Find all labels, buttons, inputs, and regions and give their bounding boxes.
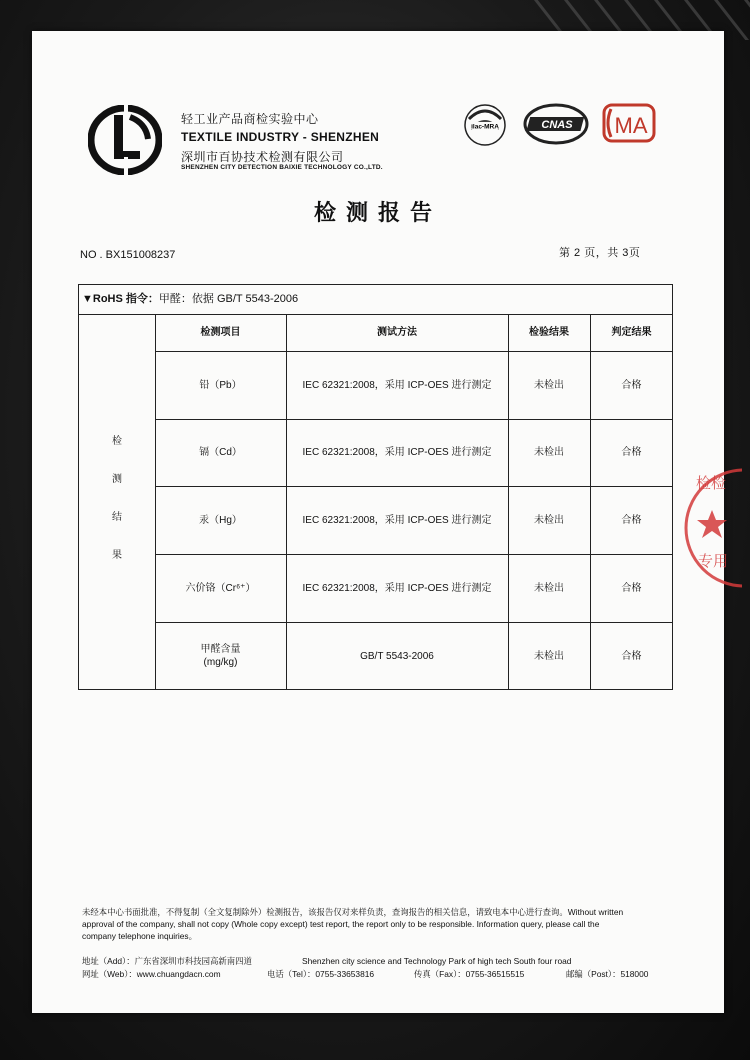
- row-result: 未检出: [534, 379, 564, 391]
- company-name-en: SHENZHEN CITY DETECTION BAIXIE TECHNOLOGY CO.,LTD.: [181, 164, 383, 171]
- disclaimer-line-3: company telephone inquiries。: [82, 931, 197, 941]
- disclaimer-line-2: approval of the company, shall not copy (Whole copy except) test report, the report only to be responsible. Information query, please call the: [82, 919, 600, 929]
- row-item-cr6: 六价铬（Cr⁶⁺）: [185, 582, 256, 594]
- side-label-column: [79, 314, 156, 689]
- report-title: 检测报告: [313, 200, 442, 226]
- org-name-en: TEXTILE INDUSTRY - SHENZHEN: [181, 130, 380, 144]
- cnas-icon: [525, 105, 587, 143]
- address-cn: 地址（Add）：广东省深圳市科技园高新南四道: [82, 956, 252, 966]
- svg-text:专用: 专用: [698, 552, 729, 570]
- svg-text:MA: MA: [614, 113, 648, 138]
- row-judgement: 合格: [621, 514, 642, 526]
- row-method: IEC 62321:2008，采用 ICP-OES 进行测定: [302, 582, 492, 594]
- row-item-hg: 汞（Hg）: [199, 514, 242, 526]
- disclaimer-line-1: 未经本中心书面批准，不得复制（全文复制除外）检测报告，该报告仅对来样负责，查询报告的相关信息，请致电本中心进行查询。Without written: [82, 907, 624, 917]
- table-grid: [155, 314, 672, 689]
- org-name-cn: 轻工业产品商检实验中心: [181, 112, 319, 126]
- certification-marks: [461, 99, 661, 147]
- side-label-char: 测: [112, 474, 122, 485]
- row-item-formaldehyde: 甲醛含量 (mg/kg): [200, 644, 241, 668]
- website: 网址（Web）：www.chuangdacn.com: [82, 969, 221, 979]
- company-name-cn: 深圳市百协技术检测有限公司: [181, 150, 344, 164]
- svg-text:检检: 检检: [696, 474, 727, 492]
- row-item-cd: 镉（Cd）: [199, 447, 242, 458]
- side-label-char: 果: [112, 550, 122, 561]
- lab-logo-icon: [88, 105, 162, 175]
- postcode: 邮编（Post）：518000: [566, 969, 649, 979]
- row-judgement: 合格: [621, 650, 642, 662]
- results-table: [78, 284, 673, 690]
- row-result: 未检出: [534, 514, 564, 526]
- telephone: 电话（Tel）：0755-33653816: [267, 969, 375, 979]
- svg-text:CNAS: CNAS: [541, 119, 573, 131]
- header-judgement: 判定结果: [611, 327, 652, 338]
- section-detail: 甲醛：依据 GB/T 5543-2006: [158, 293, 299, 305]
- row-judgement: 合格: [621, 582, 642, 594]
- row-method: GB/T 5543-2006: [360, 650, 434, 662]
- table-section-header: [79, 285, 672, 315]
- red-seal-stamp: [682, 458, 742, 598]
- row-result: 未检出: [534, 650, 564, 662]
- cma-icon: [604, 105, 654, 141]
- side-label-char: 检: [112, 436, 122, 447]
- row-result: 未检出: [534, 447, 564, 458]
- row-method: IEC 62321:2008，采用 ICP-OES 进行测定: [302, 514, 492, 526]
- header-item: 检测项目: [200, 327, 241, 338]
- row-item-pb: 铅（Pb）: [199, 379, 242, 391]
- report-page: [32, 31, 727, 1013]
- row-method: IEC 62321:2008，采用 ICP-OES 进行测定: [302, 379, 492, 391]
- row-method: IEC 62321:2008，采用 ICP-OES 进行测定: [302, 447, 492, 458]
- ilac-mra-icon: [465, 105, 505, 145]
- header-method: 测试方法: [377, 327, 417, 338]
- report-number: NO . BX151008237: [80, 249, 176, 261]
- row-judgement: 合格: [621, 379, 642, 391]
- address-en: Shenzhen city science and Technology Park of high tech South four road: [302, 956, 572, 966]
- fax: 传真（Fax）：0755-36515515: [414, 969, 525, 979]
- page-indicator: 第 2 页，共 3页: [559, 247, 641, 259]
- side-label-char: 结: [112, 512, 122, 523]
- header-result: 检验结果: [529, 327, 569, 338]
- svg-text:ilac-MRA: ilac-MRA: [471, 123, 499, 131]
- section-label: ▼RoHS 指令：: [82, 293, 159, 305]
- row-result: 未检出: [534, 582, 564, 594]
- row-judgement: 合格: [621, 447, 642, 458]
